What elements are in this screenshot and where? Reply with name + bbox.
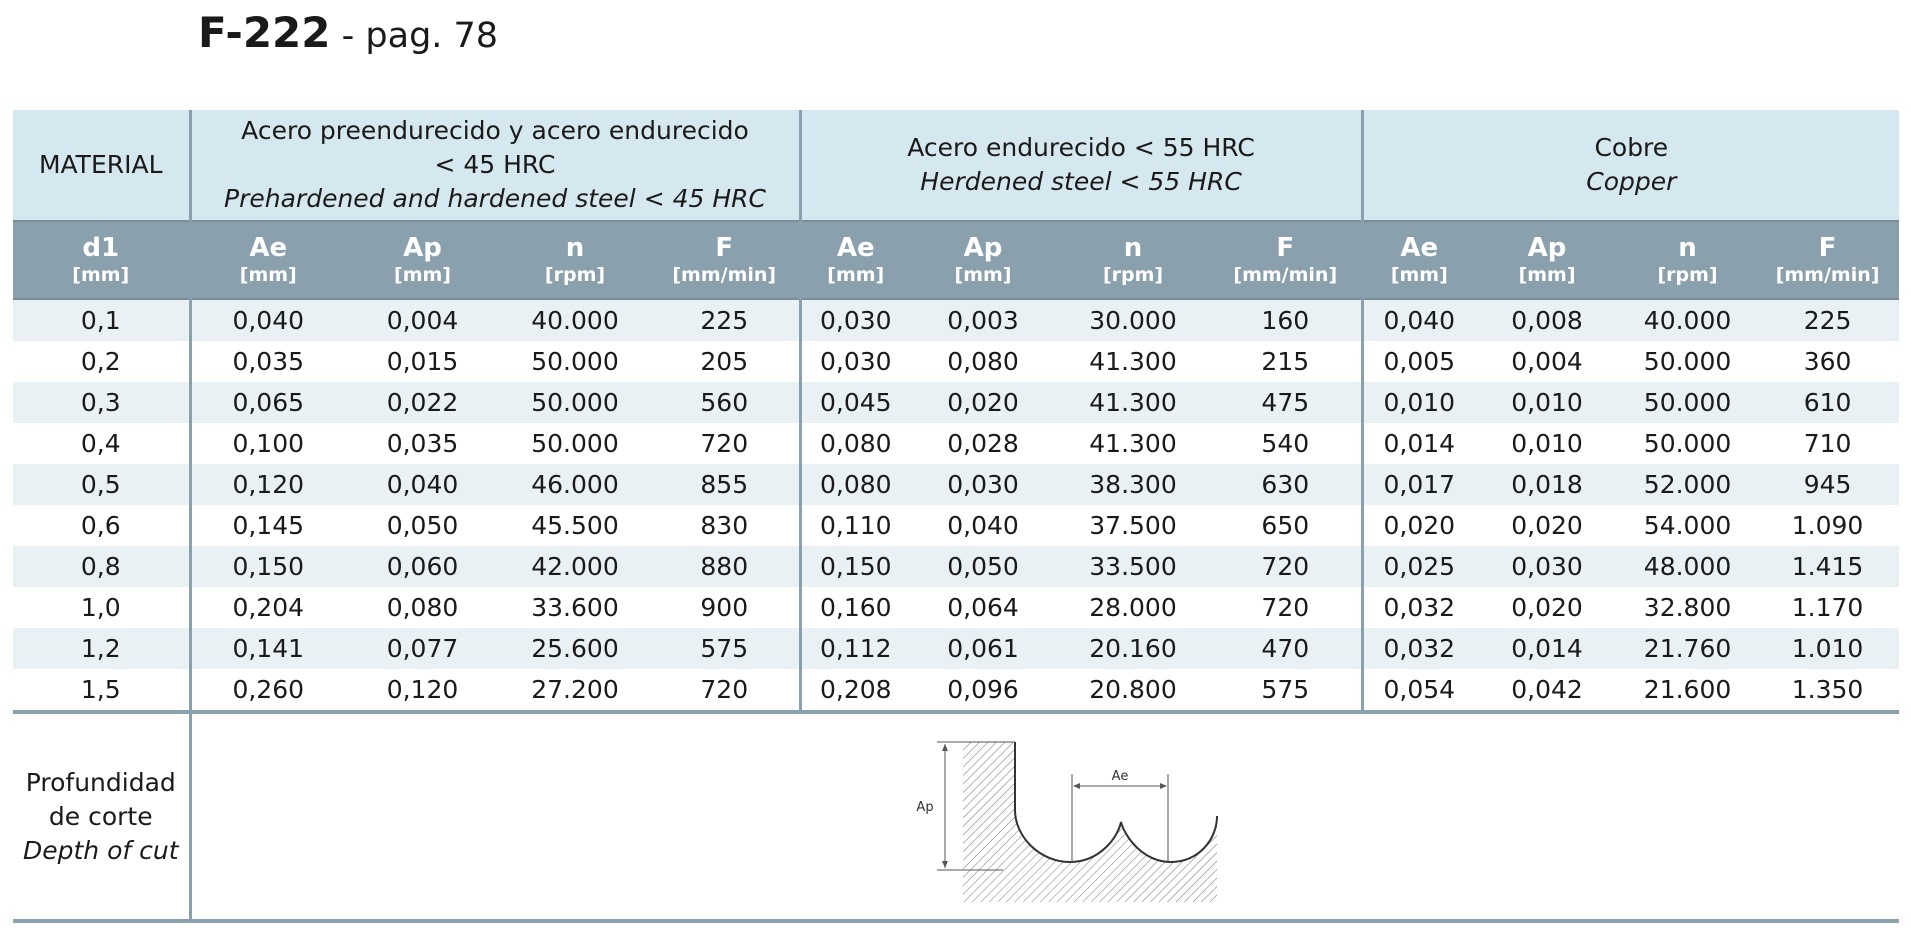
value-cell: 0,080 bbox=[910, 341, 1056, 382]
table-row bbox=[13, 464, 1899, 505]
value-cell: 38.300 bbox=[1056, 464, 1210, 505]
group-name-en: Copper bbox=[1586, 167, 1677, 196]
value-cell: 720 bbox=[1210, 546, 1362, 587]
value-cell: 0,096 bbox=[910, 669, 1056, 712]
value-cell: 37.500 bbox=[1056, 505, 1210, 546]
table-row bbox=[13, 587, 1899, 628]
value-cell: 0,260 bbox=[190, 669, 345, 712]
value-cell: 160 bbox=[1210, 299, 1362, 341]
value-cell: 720 bbox=[1210, 587, 1362, 628]
value-cell: 21.760 bbox=[1619, 628, 1756, 669]
value-cell: 0,100 bbox=[190, 423, 345, 464]
value-cell: 28.000 bbox=[1056, 587, 1210, 628]
column-header-n: n [rpm] bbox=[1056, 221, 1210, 299]
table-row bbox=[13, 423, 1899, 464]
page-title bbox=[198, 8, 498, 57]
value-cell: 0,040 bbox=[1362, 299, 1475, 341]
value-cell: 610 bbox=[1756, 382, 1899, 423]
value-cell: 0,040 bbox=[910, 505, 1056, 546]
value-cell: 0,014 bbox=[1475, 628, 1619, 669]
value-cell: 630 bbox=[1210, 464, 1362, 505]
value-cell: 0,080 bbox=[345, 587, 500, 628]
value-cell: 0,010 bbox=[1475, 423, 1619, 464]
value-cell: 41.300 bbox=[1056, 341, 1210, 382]
diameter-cell: 0,5 bbox=[13, 464, 190, 505]
value-cell: 0,077 bbox=[345, 628, 500, 669]
ap-arrow-up bbox=[942, 744, 948, 751]
value-cell: 0,045 bbox=[800, 382, 910, 423]
value-cell: 0,120 bbox=[190, 464, 345, 505]
value-cell: 710 bbox=[1756, 423, 1899, 464]
value-cell: 0,204 bbox=[190, 587, 345, 628]
value-cell: 0,040 bbox=[345, 464, 500, 505]
value-cell: 0,020 bbox=[1475, 587, 1619, 628]
depth-of-cut-diagram bbox=[855, 722, 1235, 912]
value-cell: 20.160 bbox=[1056, 628, 1210, 669]
column-header-n: n [rpm] bbox=[500, 221, 650, 299]
value-cell: 830 bbox=[650, 505, 800, 546]
value-cell: 0,160 bbox=[800, 587, 910, 628]
value-cell: 720 bbox=[650, 423, 800, 464]
value-cell: 0,042 bbox=[1475, 669, 1619, 712]
table-row bbox=[13, 628, 1899, 669]
catalog-code: F-222 bbox=[198, 8, 331, 57]
value-cell: 0,014 bbox=[1362, 423, 1475, 464]
value-cell: 0,064 bbox=[910, 587, 1056, 628]
group-hardness: < 45 HRC bbox=[434, 150, 556, 179]
value-cell: 0,030 bbox=[910, 464, 1056, 505]
value-cell: 0,015 bbox=[345, 341, 500, 382]
column-header-d1: d1 [mm] bbox=[13, 221, 190, 299]
column-header-f: F [mm/min] bbox=[1210, 221, 1362, 299]
table-row bbox=[13, 505, 1899, 546]
value-cell: 575 bbox=[650, 628, 800, 669]
value-cell: 41.300 bbox=[1056, 382, 1210, 423]
value-cell: 575 bbox=[1210, 669, 1362, 712]
group-name-es: Acero preendurecido y acero endurecido bbox=[241, 116, 749, 145]
material-header-row bbox=[13, 110, 1899, 221]
diameter-cell: 0,8 bbox=[13, 546, 190, 587]
diameter-cell: 0,2 bbox=[13, 341, 190, 382]
value-cell: 0,080 bbox=[800, 423, 910, 464]
value-cell: 560 bbox=[650, 382, 800, 423]
diagram-cell bbox=[190, 712, 1899, 921]
value-cell: 54.000 bbox=[1619, 505, 1756, 546]
table-row bbox=[13, 546, 1899, 587]
value-cell: 0,208 bbox=[800, 669, 910, 712]
column-header-ae: Ae [mm] bbox=[1362, 221, 1475, 299]
value-cell: 0,061 bbox=[910, 628, 1056, 669]
value-cell: 32.800 bbox=[1619, 587, 1756, 628]
column-header-ae: Ae [mm] bbox=[190, 221, 345, 299]
value-cell: 33.500 bbox=[1056, 546, 1210, 587]
value-cell: 48.000 bbox=[1619, 546, 1756, 587]
column-header-ap: Ap [mm] bbox=[910, 221, 1056, 299]
value-cell: 50.000 bbox=[1619, 382, 1756, 423]
workpiece-hatch bbox=[963, 742, 1217, 902]
diameter-cell: 0,4 bbox=[13, 423, 190, 464]
group-name-es: Acero endurecido < 55 HRC bbox=[907, 133, 1255, 162]
diameter-cell: 0,6 bbox=[13, 505, 190, 546]
value-cell: 0,035 bbox=[190, 341, 345, 382]
value-cell: 0,032 bbox=[1362, 587, 1475, 628]
group-name-en: Prehardened and hardened steel < 45 HRC bbox=[224, 184, 766, 213]
value-cell: 855 bbox=[650, 464, 800, 505]
diameter-cell: 0,1 bbox=[13, 299, 190, 341]
value-cell: 20.800 bbox=[1056, 669, 1210, 712]
value-cell: 0,017 bbox=[1362, 464, 1475, 505]
value-cell: 21.600 bbox=[1619, 669, 1756, 712]
value-cell: 475 bbox=[1210, 382, 1362, 423]
value-cell: 27.200 bbox=[500, 669, 650, 712]
value-cell: 0,050 bbox=[345, 505, 500, 546]
group-name-en: Herdened steel < 55 HRC bbox=[920, 167, 1242, 196]
value-cell: 1.350 bbox=[1756, 669, 1899, 712]
material-label: MATERIAL bbox=[13, 110, 190, 221]
value-cell: 0,003 bbox=[910, 299, 1056, 341]
value-cell: 0,004 bbox=[345, 299, 500, 341]
value-cell: 42.000 bbox=[500, 546, 650, 587]
ae-arrow-right bbox=[1160, 783, 1167, 789]
column-header-ae: Ae [mm] bbox=[800, 221, 910, 299]
column-header-n: n [rpm] bbox=[1619, 221, 1756, 299]
value-cell: 900 bbox=[650, 587, 800, 628]
value-cell: 945 bbox=[1756, 464, 1899, 505]
value-cell: 0,110 bbox=[800, 505, 910, 546]
value-cell: 0,080 bbox=[800, 464, 910, 505]
value-cell: 0,022 bbox=[345, 382, 500, 423]
diameter-cell: 1,2 bbox=[13, 628, 190, 669]
column-header-f: F [mm/min] bbox=[1756, 221, 1899, 299]
value-cell: 0,120 bbox=[345, 669, 500, 712]
value-cell: 1.415 bbox=[1756, 546, 1899, 587]
value-cell: 0,030 bbox=[1475, 546, 1619, 587]
value-cell: 45.500 bbox=[500, 505, 650, 546]
value-cell: 0,035 bbox=[345, 423, 500, 464]
value-cell: 225 bbox=[1756, 299, 1899, 341]
group-name-es: Cobre bbox=[1594, 133, 1669, 162]
ae-label: Ae bbox=[1111, 768, 1129, 784]
value-cell: 470 bbox=[1210, 628, 1362, 669]
value-cell: 720 bbox=[650, 669, 800, 712]
value-cell: 50.000 bbox=[500, 382, 650, 423]
value-cell: 0,020 bbox=[910, 382, 1056, 423]
value-cell: 50.000 bbox=[1619, 423, 1756, 464]
value-cell: 360 bbox=[1756, 341, 1899, 382]
group-header-prehardened bbox=[190, 110, 800, 221]
value-cell: 0,004 bbox=[1475, 341, 1619, 382]
value-cell: 0,141 bbox=[190, 628, 345, 669]
value-cell: 0,030 bbox=[800, 299, 910, 341]
table-row bbox=[13, 669, 1899, 712]
column-header-row bbox=[13, 221, 1899, 299]
column-header-ap: Ap [mm] bbox=[345, 221, 500, 299]
value-cell: 40.000 bbox=[1619, 299, 1756, 341]
value-cell: 215 bbox=[1210, 341, 1362, 382]
page-reference: - pag. 78 bbox=[341, 16, 499, 56]
value-cell: 0,040 bbox=[190, 299, 345, 341]
value-cell: 0,010 bbox=[1475, 382, 1619, 423]
cutting-parameters-table bbox=[13, 110, 1899, 923]
depth-of-cut-row bbox=[13, 712, 1899, 921]
value-cell: 50.000 bbox=[1619, 341, 1756, 382]
value-cell: 0,028 bbox=[910, 423, 1056, 464]
table-row bbox=[13, 382, 1899, 423]
value-cell: 0,008 bbox=[1475, 299, 1619, 341]
table-row bbox=[13, 299, 1899, 341]
value-cell: 0,025 bbox=[1362, 546, 1475, 587]
group-header-hardened bbox=[800, 110, 1362, 221]
diameter-cell: 1,0 bbox=[13, 587, 190, 628]
value-cell: 880 bbox=[650, 546, 800, 587]
value-cell: 0,005 bbox=[1362, 341, 1475, 382]
column-header-f: F [mm/min] bbox=[650, 221, 800, 299]
value-cell: 0,032 bbox=[1362, 628, 1475, 669]
value-cell: 33.600 bbox=[500, 587, 650, 628]
group-header-copper bbox=[1362, 110, 1899, 221]
value-cell: 0,145 bbox=[190, 505, 345, 546]
value-cell: 52.000 bbox=[1619, 464, 1756, 505]
value-cell: 0,060 bbox=[345, 546, 500, 587]
value-cell: 30.000 bbox=[1056, 299, 1210, 341]
column-header-ap: Ap [mm] bbox=[1475, 221, 1619, 299]
value-cell: 40.000 bbox=[500, 299, 650, 341]
value-cell: 50.000 bbox=[500, 423, 650, 464]
value-cell: 50.000 bbox=[500, 341, 650, 382]
value-cell: 1.170 bbox=[1756, 587, 1899, 628]
value-cell: 540 bbox=[1210, 423, 1362, 464]
value-cell: 650 bbox=[1210, 505, 1362, 546]
value-cell: 46.000 bbox=[500, 464, 650, 505]
value-cell: 0,065 bbox=[190, 382, 345, 423]
ap-arrow-down bbox=[942, 861, 948, 868]
value-cell: 1.090 bbox=[1756, 505, 1899, 546]
value-cell: 0,020 bbox=[1475, 505, 1619, 546]
value-cell: 0,050 bbox=[910, 546, 1056, 587]
value-cell: 41.300 bbox=[1056, 423, 1210, 464]
value-cell: 0,018 bbox=[1475, 464, 1619, 505]
depth-of-cut-label: Profundidad de corte Depth of cut bbox=[13, 712, 190, 921]
ae-arrow-left bbox=[1073, 783, 1080, 789]
diameter-cell: 0,3 bbox=[13, 382, 190, 423]
ap-label: Ap bbox=[916, 799, 934, 815]
value-cell: 1.010 bbox=[1756, 628, 1899, 669]
value-cell: 0,150 bbox=[190, 546, 345, 587]
value-cell: 0,112 bbox=[800, 628, 910, 669]
value-cell: 205 bbox=[650, 341, 800, 382]
table-row bbox=[13, 341, 1899, 382]
value-cell: 0,020 bbox=[1362, 505, 1475, 546]
value-cell: 0,030 bbox=[800, 341, 910, 382]
value-cell: 0,054 bbox=[1362, 669, 1475, 712]
diameter-cell: 1,5 bbox=[13, 669, 190, 712]
value-cell: 225 bbox=[650, 299, 800, 341]
value-cell: 0,150 bbox=[800, 546, 910, 587]
value-cell: 25.600 bbox=[500, 628, 650, 669]
value-cell: 0,010 bbox=[1362, 382, 1475, 423]
